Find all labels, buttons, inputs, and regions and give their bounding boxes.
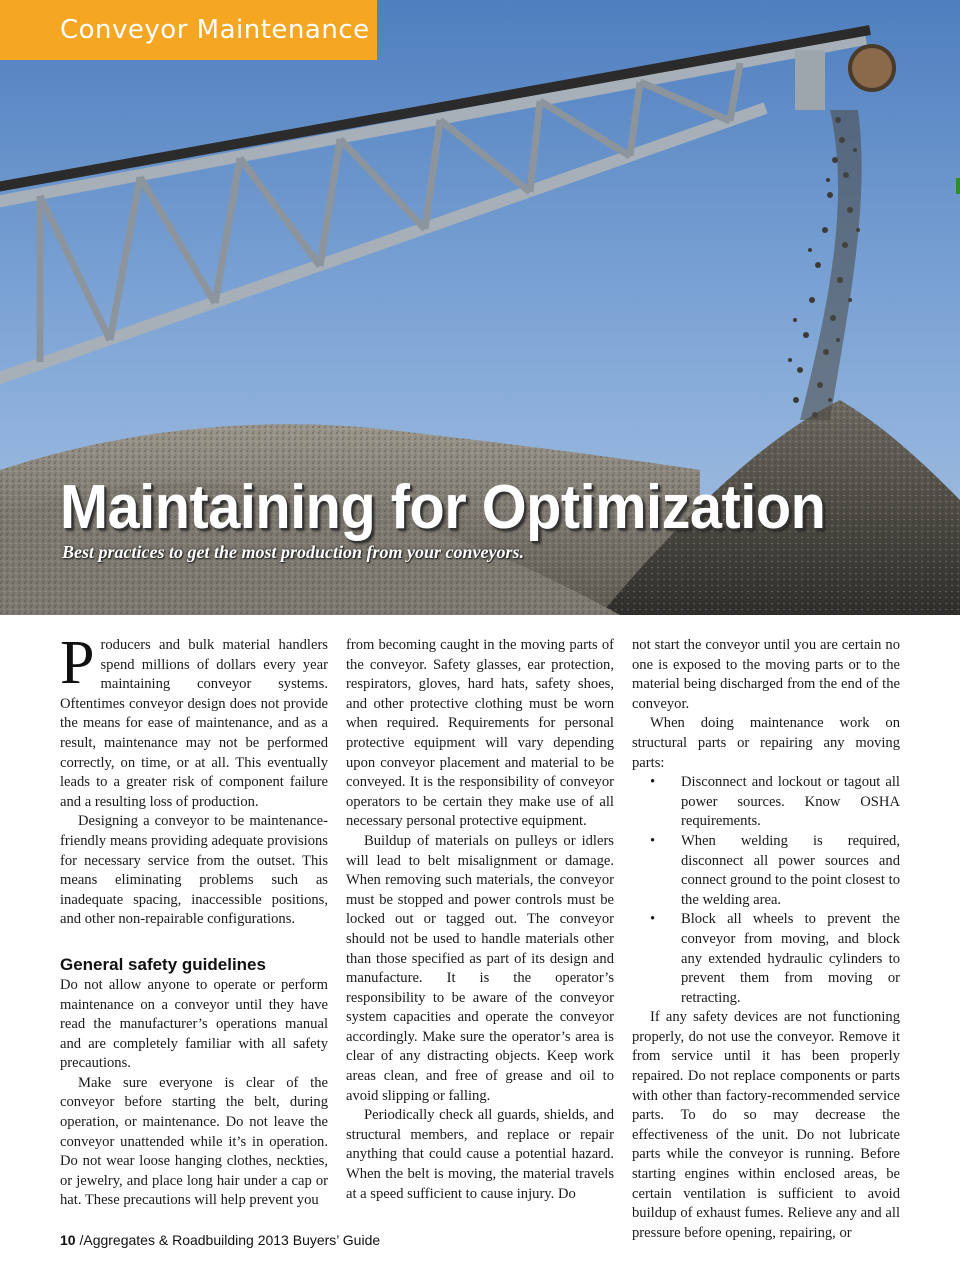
article-title: Maintaining for Optimization — [60, 473, 826, 542]
text-column-2 — [346, 636, 614, 1204]
paragraph: Designing a conveyor to be maintenance-friendly means providing adequate provisions for necessary service from the outset. This means eliminating problems such as inadequate spacing, inaccessible positions, and other non-repairable configurations. — [60, 813, 328, 928]
section-heading: General safety guidelines — [60, 954, 266, 974]
intro-text: roducers and bulk material handlers spend millions of dollars every year maintaining conveyor systems. Oftentimes conveyor design does not provide the means for ease of maintenance, and as a result, maintenance may not be performed correctly, on time, or at all. This eventually leads to a greater risk of component failure and a resulting loss of production. — [60, 637, 328, 810]
bullet-icon: • — [650, 774, 656, 791]
list-item — [632, 832, 900, 910]
list-item-text: Block all wheels to prevent the conveyor from moving, and block any extended hydraulic cylinders to prevent them from moving or retracting. — [681, 911, 900, 1006]
text-column-3 — [632, 636, 900, 1243]
article-subtitle: Best practices to get the most production from your conveyors. — [62, 542, 524, 562]
drop-cap: P — [60, 629, 95, 697]
list-item-text: Disconnect and lockout or tagout all power sources. Know OSHA requirements. — [681, 774, 900, 830]
page-number: 10 — [60, 1232, 76, 1248]
edge-marker — [956, 178, 960, 194]
paragraph: If any safety devices are not functioning properly, do not use the conveyor. Remove it from service until it has been properly repaired. Do not replace components or parts with other than factory-recommended service parts. To do so may decrease the effectiveness of the unit. Do not lubricate parts while the conveyor is running. Before starting engines within enclosed areas, be certain ventilation is sufficient to avoid buildup of exhaust fumes. Relieve any and all pressure before opening, repairing, or — [632, 1009, 900, 1241]
text-column-1 — [60, 629, 328, 1211]
paragraph: Do not allow anyone to operate or perform maintenance on a conveyor until they have read the manufacturer’s operations manual and are completely familiar with all safety precautions. — [60, 976, 328, 1072]
list-item-text: When welding is required, disconnect all power sources and connect ground to the point closest to the welding area. — [681, 832, 900, 908]
section-tab: Conveyor Maintenance — [0, 0, 377, 60]
publication-name: /Aggregates & Roadbuilding 2013 Buyers’ Guide — [75, 1232, 381, 1248]
list-item — [632, 773, 900, 832]
paragraph: Buildup of materials on pulleys or idlers will lead to belt misalignment or damage. When removing such materials, the conveyor must be stopped and power controls must be locked out or tagged out. The conveyor should not be used to handle materials other than those specified as part of its design and manufacture. It is the operator’s responsibility to be aware of the conveyor system capacities and operate the conveyor accordingly. Make sure the operator’s area is clear of any distracting objects. Keep work areas clean, and free of grease and oil to avoid slipping or falling. — [346, 832, 614, 1104]
intro-paragraph — [60, 629, 328, 812]
bullet-icon: • — [650, 911, 656, 928]
paragraph: Periodically check all guards, shields, and structural members, and replace or repair anything that could cause a potential hazard. When the belt is moving, the material travels at a speed sufficient to cause injury. Do — [346, 1107, 614, 1202]
paragraph: from becoming caught in the moving parts of the conveyor. Safety glasses, ear protection, respirators, gloves, hard hats, safety shoes, and other protective clothing must be worn when required. Requirements for personal protective equipment will vary depending upon conveyor placement and material to be conveyed. It is the responsibility of conveyor operators to be certain they make use of all necessary personal protective equipment. — [346, 637, 614, 830]
page-footer — [60, 1232, 380, 1248]
paragraph: Make sure everyone is clear of the conveyor before starting the belt, during operation, or maintenance. Do not leave the conveyor unattended while it’s in operation. Do not wear loose hanging clothes, neckties, or jewelry, and place long hair under a cap or hat. These precautions will help prevent you — [60, 1074, 328, 1209]
list-item — [632, 910, 900, 1008]
bullet-icon: • — [650, 832, 656, 849]
paragraph: When doing maintenance work on structural parts or repairing any moving parts: — [632, 715, 900, 771]
paragraph: not start the conveyor until you are certain no one is exposed to the moving parts or to the material being discharged from the end of the conveyor. — [632, 637, 900, 712]
bullet-list — [632, 773, 900, 1008]
